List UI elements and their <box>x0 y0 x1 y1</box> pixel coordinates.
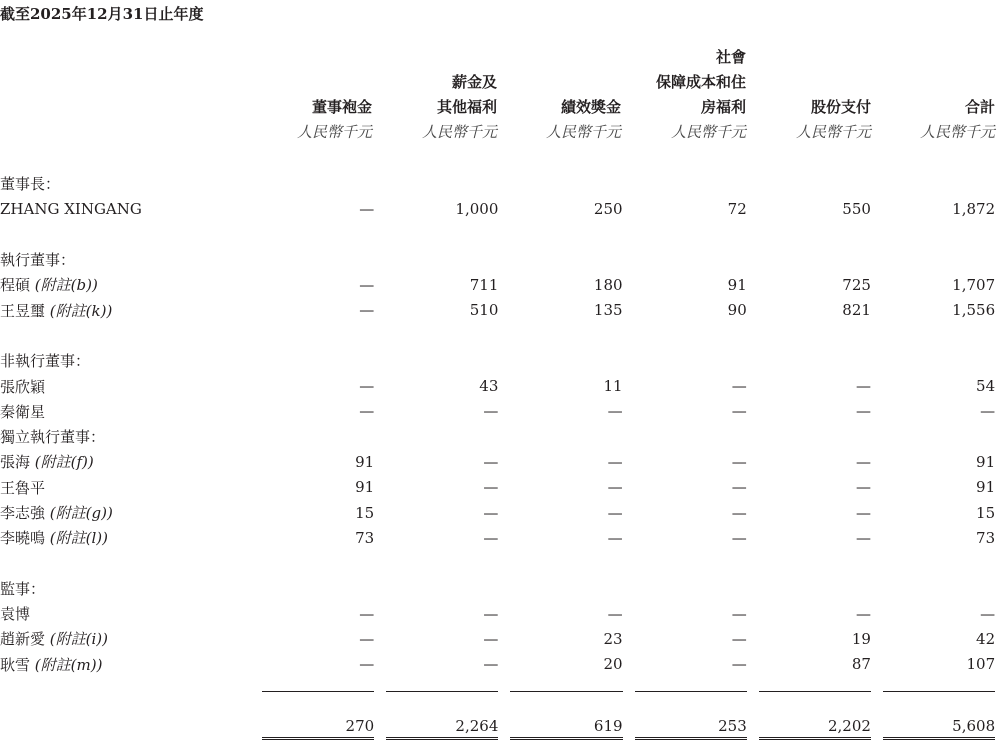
row-name: 耿雪 <box>0 655 31 674</box>
table-header <box>0 45 1000 155</box>
subtotal-rule-row <box>0 677 995 702</box>
table-row <box>0 196 995 221</box>
cell: — <box>359 199 375 218</box>
column-title-line <box>248 45 372 70</box>
row-label <box>0 424 250 449</box>
cell: — <box>607 528 623 547</box>
column-title-line <box>747 45 871 70</box>
cell: — <box>607 452 623 471</box>
cell: — <box>607 402 623 421</box>
column-title-line: 合計 <box>964 98 995 116</box>
cell: — <box>483 528 499 547</box>
cell: 180 <box>593 275 623 294</box>
column-unit: 人民幣千元 <box>545 123 621 141</box>
cell: 73 <box>355 528 375 547</box>
cell <box>498 222 622 247</box>
section-heading-row <box>0 348 995 373</box>
column-unit: 人民幣千元 <box>421 123 497 141</box>
cell: 510 <box>469 301 499 320</box>
column-title-line: 董事袍金 <box>311 98 372 116</box>
column-title-line: 績效獎金 <box>560 98 621 116</box>
cell <box>250 247 374 272</box>
column-title-line: 股份支付 <box>810 98 871 116</box>
cell <box>250 323 374 348</box>
cell: 91 <box>976 478 996 497</box>
cell <box>871 550 995 575</box>
cell: 15 <box>355 503 375 522</box>
cell: 19 <box>851 629 871 648</box>
row-label <box>0 196 250 221</box>
rule <box>498 677 622 702</box>
cell: 821 <box>842 301 871 320</box>
rule-line <box>386 687 498 692</box>
cell: 1,707 <box>952 275 996 294</box>
column-title-line: 其他福利 <box>436 98 497 116</box>
row-name: 王魯平 <box>0 478 46 497</box>
cell: — <box>359 301 375 320</box>
cell: — <box>483 452 499 471</box>
cell <box>374 550 498 575</box>
table-row <box>0 272 995 297</box>
row-label <box>0 222 250 247</box>
column-unit: 人民幣千元 <box>919 123 995 141</box>
column-header <box>248 45 372 145</box>
cell: — <box>731 402 747 421</box>
row-label <box>0 601 250 626</box>
cell <box>747 348 871 373</box>
column-title-line <box>248 70 372 95</box>
row-note: (附註(g)) <box>49 504 113 522</box>
cell: — <box>855 402 871 421</box>
row-name: 張欣穎 <box>0 377 46 396</box>
cell: — <box>607 503 623 522</box>
cell <box>250 424 374 449</box>
cell: — <box>359 604 375 623</box>
row-note: (附註(i)) <box>49 630 109 649</box>
row-note: (附註(b)) <box>34 276 98 295</box>
cell: — <box>483 503 499 522</box>
cell <box>871 247 995 272</box>
row-label <box>0 449 250 474</box>
row-label <box>0 171 250 196</box>
table-row <box>0 297 995 322</box>
rule-line <box>262 687 374 692</box>
cell: — <box>855 604 871 623</box>
cell: 20 <box>603 655 623 674</box>
cell <box>250 171 374 196</box>
row-label <box>0 500 250 525</box>
column-unit: 人民幣千元 <box>795 123 871 141</box>
cell: — <box>607 604 623 623</box>
cell: 1,556 <box>952 301 996 320</box>
cell: 107 <box>966 655 996 674</box>
column-title-line <box>747 70 871 95</box>
row-name: 張海 <box>0 453 31 472</box>
cell: — <box>855 452 871 471</box>
cell: — <box>980 604 996 623</box>
cell: — <box>359 377 375 396</box>
cell: — <box>731 478 747 497</box>
cell <box>871 576 995 601</box>
row-label <box>0 399 250 424</box>
table-row <box>0 626 995 651</box>
row-label <box>0 525 250 550</box>
rule-line <box>510 687 622 692</box>
table-row <box>0 373 995 398</box>
table-row <box>0 652 995 677</box>
cell <box>747 576 871 601</box>
row-note: (附註(k)) <box>49 301 113 320</box>
total-value: 2,264 <box>386 717 498 740</box>
cell: 42 <box>976 629 996 648</box>
cell: — <box>731 629 747 648</box>
cell <box>374 576 498 601</box>
cell: 87 <box>851 655 871 674</box>
cell: 73 <box>976 528 996 547</box>
page-title: 截至2025年12月31日止年度 <box>0 5 204 23</box>
cell <box>623 323 747 348</box>
cell: — <box>855 528 871 547</box>
cell: — <box>731 377 747 396</box>
row-name: 非執行董事： <box>0 352 91 371</box>
cell: 725 <box>842 275 871 294</box>
cell <box>747 550 871 575</box>
cell: — <box>731 655 747 674</box>
cell: — <box>359 655 375 674</box>
column-title-line: 房福利 <box>700 98 746 116</box>
column-title-line <box>871 45 995 70</box>
cell: — <box>731 528 747 547</box>
cell <box>374 247 498 272</box>
row-name: 監事： <box>0 579 46 598</box>
cell: — <box>483 478 499 497</box>
cell: 54 <box>976 377 996 396</box>
cell: 90 <box>727 301 747 320</box>
cell <box>747 222 871 247</box>
cell: 91 <box>976 452 996 471</box>
cell: 15 <box>976 503 996 522</box>
cell <box>250 222 374 247</box>
cell <box>374 348 498 373</box>
cell <box>374 171 498 196</box>
column-header <box>622 45 746 145</box>
cell <box>747 171 871 196</box>
cell <box>498 323 622 348</box>
column-header <box>871 45 995 145</box>
cell: — <box>731 503 747 522</box>
rule <box>250 677 374 702</box>
row-name: 王昱璽 <box>0 301 46 320</box>
rule <box>623 677 747 702</box>
section-heading-row <box>0 576 995 601</box>
table-row <box>0 475 995 500</box>
column-title-line: 保障成本和住 <box>655 73 746 91</box>
row-name: 董事長： <box>0 175 61 194</box>
cell <box>374 222 498 247</box>
total-value: 270 <box>262 717 374 740</box>
cell <box>374 424 498 449</box>
cell <box>623 171 747 196</box>
table-row <box>0 399 995 424</box>
cell: 1,872 <box>952 199 996 218</box>
spacer <box>0 677 250 702</box>
row-name: ZHANG XINGANG <box>0 199 142 218</box>
row-name: 李志強 <box>0 504 46 522</box>
row-name: 執行董事： <box>0 251 76 270</box>
cell <box>623 424 747 449</box>
row-label <box>0 576 250 601</box>
cell: — <box>483 402 499 421</box>
total-value: 5,608 <box>883 717 995 740</box>
cell <box>374 323 498 348</box>
row-label <box>0 272 250 297</box>
rule-line <box>883 687 995 692</box>
cell: 1,000 <box>455 199 499 218</box>
column-title-line <box>497 45 621 70</box>
row-label <box>0 297 250 322</box>
table-row <box>0 500 995 525</box>
row-note: (附註(l)) <box>49 529 109 548</box>
cell <box>747 323 871 348</box>
row-name: 袁博 <box>0 605 31 624</box>
column-header <box>497 45 621 145</box>
column-unit: 人民幣千元 <box>670 123 746 141</box>
cell <box>871 222 995 247</box>
rule-line <box>635 687 747 692</box>
cell <box>747 424 871 449</box>
cell <box>250 576 374 601</box>
cell: — <box>980 402 996 421</box>
cell <box>623 247 747 272</box>
column-title-line <box>373 45 497 70</box>
rule <box>871 677 995 702</box>
cell <box>498 171 622 196</box>
total-value: 619 <box>510 717 622 740</box>
row-note: (附註(f)) <box>34 453 94 472</box>
cell: — <box>483 604 499 623</box>
cell: 711 <box>469 275 499 294</box>
column-title-line: 薪金及 <box>451 73 497 91</box>
cell: — <box>607 478 623 497</box>
cell <box>871 348 995 373</box>
table-row <box>0 525 995 550</box>
row-label <box>0 652 250 677</box>
cell <box>871 171 995 196</box>
cell <box>623 348 747 373</box>
column-header <box>747 45 871 145</box>
cell <box>498 424 622 449</box>
row-name: 獨立執行董事： <box>0 428 106 447</box>
section-heading-row <box>0 171 995 196</box>
spacer-row <box>0 550 995 575</box>
cell: — <box>359 629 375 648</box>
row-name: 秦衛星 <box>0 402 46 421</box>
remuneration-table <box>0 171 995 742</box>
cell <box>871 424 995 449</box>
cell: 23 <box>603 629 623 648</box>
cell: 91 <box>355 452 375 471</box>
cell: 91 <box>355 478 375 497</box>
cell <box>498 247 622 272</box>
section-heading-row <box>0 424 995 449</box>
row-name: 趙新愛 <box>0 630 46 649</box>
row-label <box>0 348 250 373</box>
rule <box>747 677 871 702</box>
cell <box>498 576 622 601</box>
row-label <box>0 550 250 575</box>
row-label <box>0 475 250 500</box>
row-note: (附註(m)) <box>34 655 103 674</box>
cell: — <box>731 452 747 471</box>
spacer-row <box>0 702 995 716</box>
column-title-line <box>497 70 621 95</box>
cell: 43 <box>479 377 499 396</box>
column-unit: 人民幣千元 <box>296 123 372 141</box>
cell <box>871 323 995 348</box>
column-title-line <box>871 70 995 95</box>
row-label <box>0 373 250 398</box>
column-header <box>373 45 497 145</box>
row-label <box>0 626 250 651</box>
total-value: 253 <box>635 717 747 740</box>
rule-line <box>759 687 871 692</box>
total-value: 2,202 <box>759 717 871 740</box>
rule <box>374 677 498 702</box>
cell: 550 <box>842 199 871 218</box>
cell <box>623 550 747 575</box>
cell <box>250 348 374 373</box>
cell <box>747 247 871 272</box>
cell <box>498 348 622 373</box>
cell: 135 <box>593 301 623 320</box>
cell <box>623 222 747 247</box>
table-row <box>0 449 995 474</box>
cell <box>250 550 374 575</box>
cell: — <box>483 655 499 674</box>
column-title-line: 社會 <box>715 48 746 66</box>
cell: 91 <box>727 275 747 294</box>
cell: — <box>359 275 375 294</box>
cell <box>623 576 747 601</box>
cell: — <box>483 629 499 648</box>
cell: — <box>731 604 747 623</box>
cell: 72 <box>727 199 747 218</box>
row-name: 李曉鳴 <box>0 529 46 548</box>
section-heading-row <box>0 247 995 272</box>
cell: — <box>855 478 871 497</box>
cell: — <box>855 503 871 522</box>
spacer-row <box>0 222 995 247</box>
cell <box>498 550 622 575</box>
table-row <box>0 601 995 626</box>
row-label <box>0 323 250 348</box>
cell: 250 <box>593 199 623 218</box>
cell: — <box>359 402 375 421</box>
cell: — <box>855 377 871 396</box>
row-label <box>0 247 250 272</box>
spacer-row <box>0 323 995 348</box>
row-name: 程碩 <box>0 276 31 295</box>
cell: 11 <box>603 377 623 396</box>
